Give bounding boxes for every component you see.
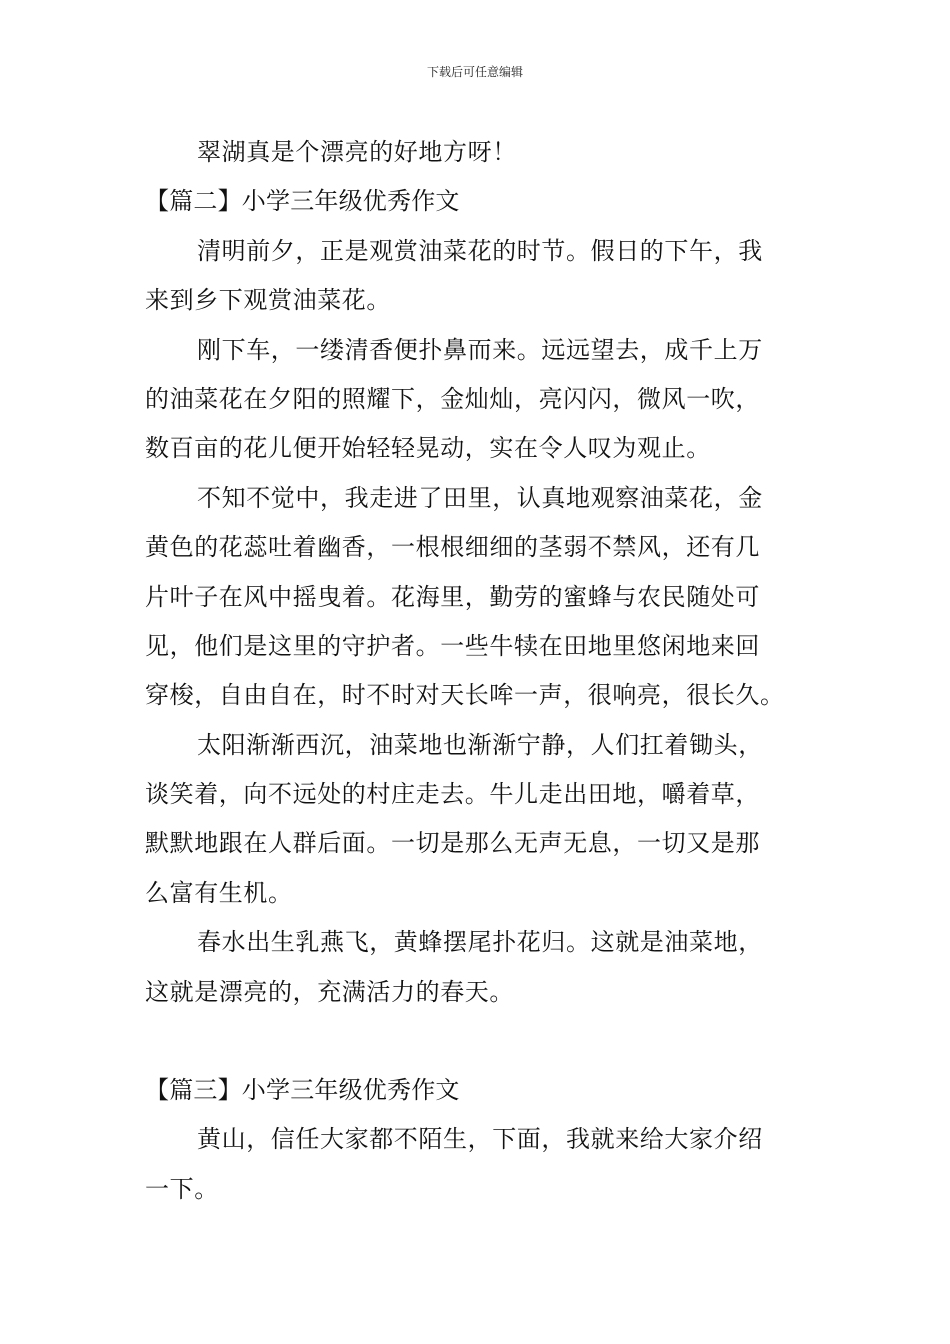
text-line: 春水出生乳燕飞，黄蜂摆尾扑花归。这就是油菜地，: [197, 928, 763, 957]
section-2-paragraph-1: [145, 227, 809, 326]
text-line: 太阳渐渐西沉，油菜地也渐渐宁静，人们扛着锄头，: [197, 730, 763, 759]
text-line: 清明前夕，正是观赏油菜花的时节。假日的下午，我: [197, 236, 763, 265]
text-line: 黄色的花蕊吐着幽香，一根根细细的茎弱不禁风，还有几: [145, 533, 760, 562]
section-3-title: 【篇三】小学三年级优秀作文: [145, 1076, 460, 1105]
text-line: 见，他们是这里的守护者。一些牛犊在田地里悠闲地来回: [145, 631, 760, 660]
text-line: 谈笑着，向不远处的村庄走去。牛儿走出田地，嚼着草，: [145, 780, 760, 809]
section-2-paragraph-2: [145, 326, 809, 474]
text-line: 片叶子在风中摇曳着。花海里，勤劳的蜜蜂与农民随处可: [145, 582, 760, 611]
intro-line: 翠湖真是个漂亮的好地方呀！: [197, 138, 517, 166]
section-3-paragraph-1: [145, 1115, 809, 1214]
section-2-paragraph-4: [145, 721, 809, 919]
text-line: 的油菜花在夕阳的照耀下，金灿灿，亮闪闪，微风一吹，: [145, 384, 760, 413]
text-line: 穿梭，自由自在，时不时对天长哞一声，很响亮，很长久。: [145, 681, 785, 710]
text-line: 刚下车，一缕清香便扑鼻而来。远远望去，成千上万: [197, 335, 763, 364]
document-body: [145, 128, 809, 1214]
page-header: 下载后可任意编辑: [426, 65, 523, 79]
section-2-title: 【篇二】小学三年级优秀作文: [145, 187, 460, 216]
text-line: 数百亩的花儿便开始轻轻晃动，实在令人叹为观止。: [145, 434, 711, 463]
text-line: 不知不觉中，我走进了田里，认真地观察油菜花，金: [197, 483, 763, 512]
section-gap: [145, 1017, 809, 1066]
text-line: 这就是漂亮的，充满活力的春天。: [145, 977, 514, 1006]
text-line: 默默地跟在人群后面。一切是那么无声无息，一切又是那: [145, 829, 760, 858]
text-line: 黄山，信任大家都不陌生，下面，我就来给大家介绍: [197, 1125, 763, 1154]
text-line: 一下。: [145, 1174, 219, 1203]
text-line: 来到乡下观赏油菜花。: [145, 286, 391, 315]
text-line: 么富有生机。: [145, 878, 293, 907]
section-2-paragraph-5: [145, 918, 809, 1017]
section-2-paragraph-3: [145, 474, 809, 721]
